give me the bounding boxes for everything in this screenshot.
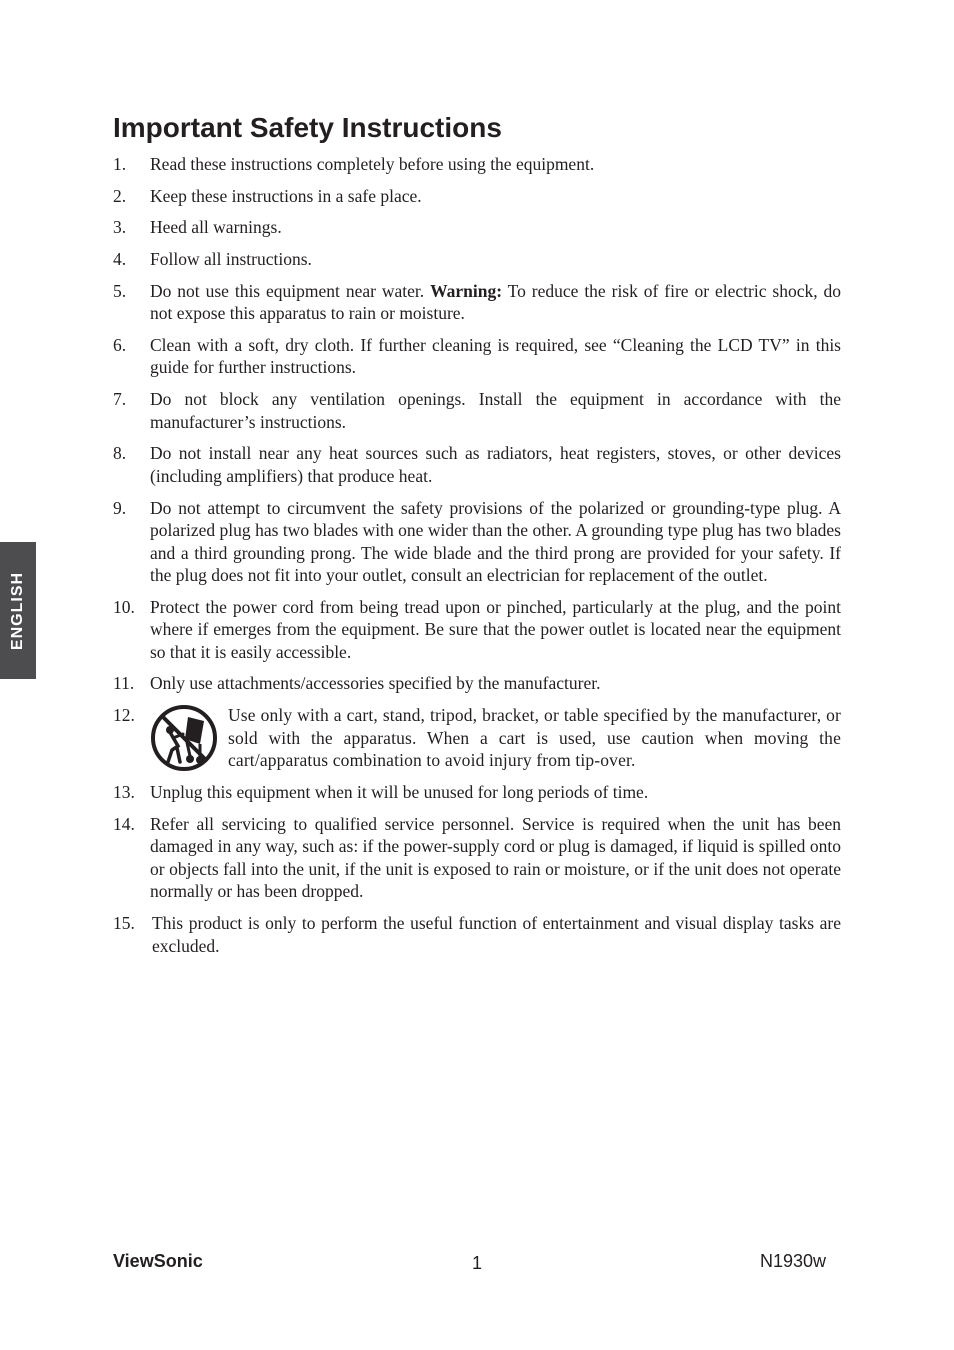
- list-item: [113, 672, 841, 695]
- list-item: [113, 596, 841, 664]
- item-text: Do not attempt to circumvent the safety provisions of the polarized or grounding-type plug. A polarized plug has two blades with one wider than the other. A grounding type plug has two blades and a third grounding prong. The wide blade and the third prong are provided for your safety. If the plug does not fit into your outlet, consult an electrician for replacement of the outlet.: [150, 497, 841, 585]
- item-text: Clean with a soft, dry cloth. If further cleaning is required, see “Cleaning the LCD TV” in this guide for further instructions.: [150, 334, 841, 378]
- list-item: [113, 334, 841, 379]
- item-number: 10.: [113, 596, 135, 617]
- list-item: [113, 248, 841, 271]
- footer-brand: ViewSonic: [113, 1251, 203, 1271]
- item-number: 13.: [113, 782, 135, 803]
- item-number: 3.: [113, 217, 127, 238]
- list-item: [113, 216, 841, 239]
- item-number: 15.: [113, 913, 135, 934]
- item-text-continued: To reduce the risk of fire or electric shock, do not expose this apparatus to rain or moisture.: [150, 280, 842, 324]
- item-number: 6.: [113, 334, 127, 355]
- safety-instructions-list: [113, 153, 841, 966]
- list-item: [113, 912, 841, 957]
- item-text: Do not block any ventilation openings. Install the equipment in accordance with the manufacturer’s instructions.: [150, 389, 841, 432]
- item-text: Use only with a cart, stand, tripod, bracket, or table specified by the manufacturer, or sold with the apparatus. When a cart is used, use caution when moving the cart/apparatus combination to avoid injury from tip-over.: [228, 705, 841, 771]
- page-number: 1: [472, 1253, 483, 1273]
- language-side-tab: [0, 542, 36, 679]
- list-item: [113, 442, 841, 487]
- list-item-cart-warning: [113, 704, 841, 772]
- item-number: 9.: [113, 497, 127, 518]
- list-item: [113, 153, 841, 176]
- item-text: Protect the power cord from being tread upon or pinched, particularly at the plug, and the point where if emerges from the equipment. Be sure that the power outlet is located near the equipment so that it is easily accessible.: [150, 596, 841, 662]
- item-number: 14.: [113, 813, 135, 834]
- language-label: ENGLISH: [9, 571, 26, 650]
- item-text: Read these instructions completely before using the equipment.: [150, 154, 595, 174]
- item-number: 12.: [113, 705, 135, 726]
- item-number: 11.: [113, 673, 135, 694]
- warning-label: Warning:: [430, 280, 503, 301]
- item-number: 5.: [113, 280, 127, 301]
- footer-model: N1930w: [760, 1251, 827, 1271]
- list-item: [113, 185, 841, 208]
- item-text: Heed all warnings.: [150, 217, 282, 238]
- item-text: Refer all servicing to qualified service personnel. Service is required when the unit has been damaged in any way, such as: if the power-supply cord or plug is damaged, if liquid is spilled onto or objects fall into the unit, if the unit is exposed to rain or moisture, or if the unit does not operate normally or has been dropped.: [150, 813, 841, 902]
- item-text: Only use attachments/accessories specified by the manufacturer.: [150, 673, 601, 694]
- item-number: 4.: [113, 249, 127, 270]
- item-text: This product is only to perform the useful function of entertainment and visual display tasks are excluded.: [152, 913, 841, 956]
- item-text: Keep these instructions in a safe place.: [150, 185, 422, 206]
- item-text: Unplug this equipment when it will be unused for long periods of time.: [150, 782, 649, 803]
- list-item: [113, 280, 841, 325]
- item-text: Do not use this equipment near water.: [150, 280, 425, 301]
- page-title: Important Safety Instructions: [113, 112, 502, 143]
- item-number: 1.: [113, 154, 127, 174]
- list-item: [113, 497, 841, 587]
- cart-tip-over-warning-icon: [150, 704, 218, 772]
- item-number: 2.: [113, 185, 127, 206]
- list-item: [113, 388, 841, 433]
- item-text: Follow all instructions.: [150, 249, 312, 270]
- list-item: [113, 813, 841, 903]
- item-number: 8.: [113, 443, 127, 464]
- list-item: [113, 781, 841, 804]
- item-text: Do not install near any heat sources such as radiators, heat registers, stoves, or other devices (including amplifiers) that produce heat.: [150, 443, 841, 486]
- item-number: 7.: [113, 389, 127, 410]
